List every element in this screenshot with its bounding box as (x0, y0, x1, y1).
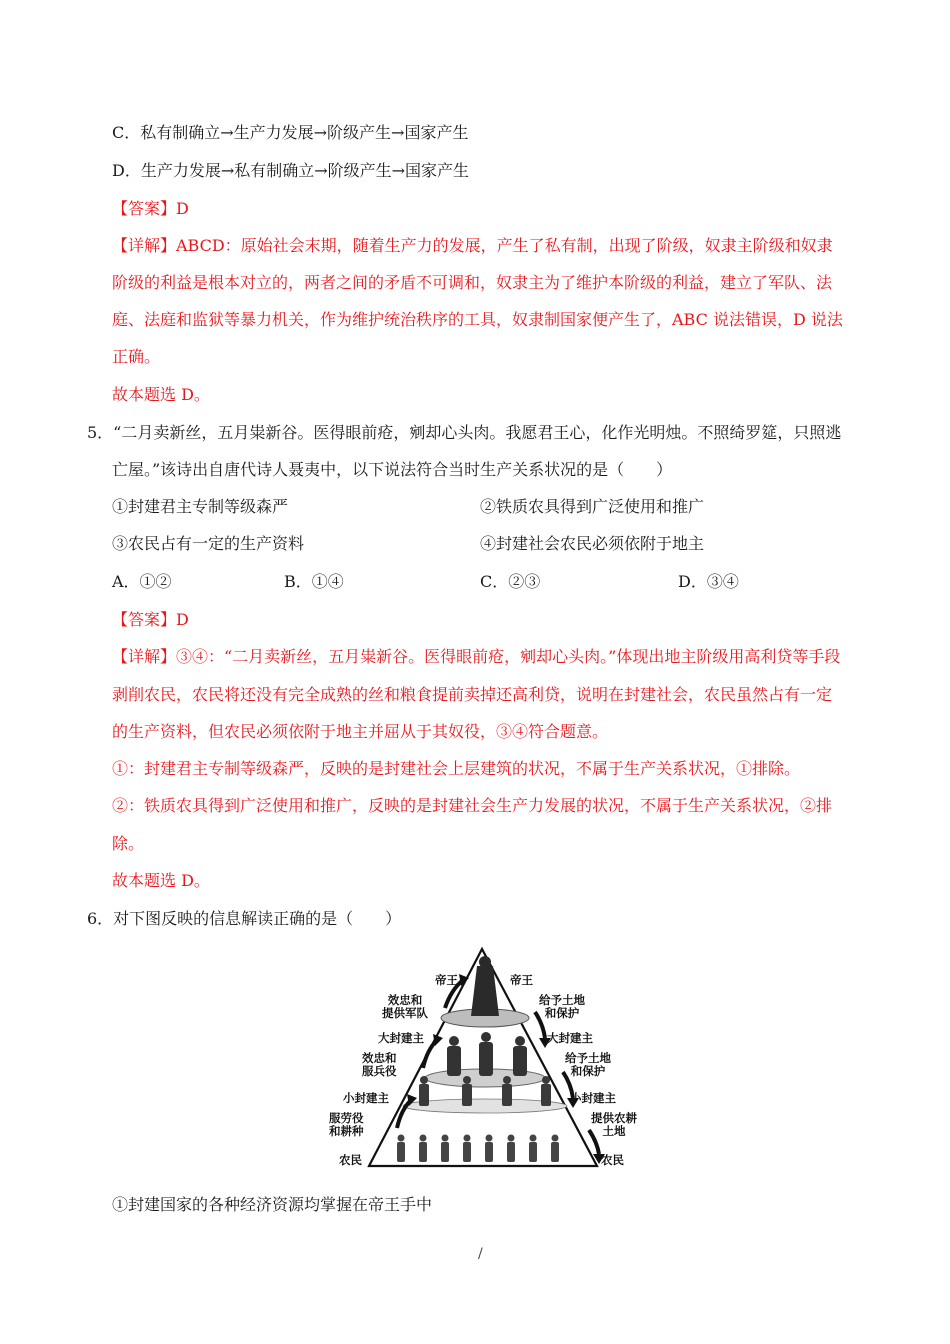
q5-detail-line: 剥削农民，农民将还没有完全成熟的丝和粮食提前卖掉还高利贷，说明在封建社会，农民虽然占有一定 (112, 685, 833, 704)
q6-stem: 6．对下图反映的信息解读正确的是（ ） (87, 909, 402, 928)
q4-answer: 【答案】D (112, 199, 189, 218)
q4-option-d: D．生产力发展→私有制确立→阶级产生→国家产生 (112, 161, 470, 180)
q5-choice-a: A．①② (112, 572, 172, 591)
q5-detail-line: 的生产资料，但农民必须依附于地主并屈从于其奴役，③④符合题意。 (112, 722, 609, 741)
label-lesser-lord-left: 小封建主 (343, 1091, 389, 1105)
label-peasant-right: 农民 (601, 1153, 624, 1167)
q5-stem-line: 5．“二月卖新丝，五月粜新谷。医得眼前疮，剜却心头肉。我愿君王心，化作光明烛。不照绮罗筵，只照逃 (87, 423, 842, 442)
q5-statement: ③农民占有一定的生产资料 (112, 534, 305, 553)
label-peasant-left: 农民 (339, 1153, 362, 1167)
q5-detail-line: ②：铁质农具得到广泛使用和推广，反映的是封建社会生产力发展的状况，不属于生产关系状况，②排 (112, 796, 833, 815)
q5-statement: ①封建君主专制等级森严 (112, 497, 289, 516)
label-loyalty-troops: 效忠和 提供军队 (382, 993, 428, 1020)
great-lord-figures (447, 1032, 527, 1076)
q4-option-c: C．私有制确立→生产力发展→阶级产生→国家产生 (112, 123, 469, 142)
q5-stem-line: 亡屋。”该诗出自唐代诗人聂夷中，以下说法符合当时生产关系状况的是（ ） (112, 460, 673, 479)
q4-detail-line: 庭、法庭和监狱等暴力机关，作为维护统治秩序的工具，奴隶制国家便产生了，ABC 说法错误，D 说法 (112, 310, 843, 329)
label-great-lord-left: 大封建主 (378, 1031, 424, 1045)
q5-choice-c: C．②③ (480, 572, 541, 591)
q5-statement: ②铁质农具得到广泛使用和推广 (480, 497, 705, 516)
label-emperor-right: 帝王 (510, 973, 533, 987)
label-labor-farming: 服劳役 和耕种 (329, 1111, 364, 1138)
q4-detail-line: 阶级的利益是根本对立的，两者之间的矛盾不可调和，奴隶主为了维护本阶级的利益，建立了军队、法 (112, 273, 833, 292)
q4-detail-line: 正确。 (112, 347, 161, 366)
q5-answer: 【答案】D (112, 610, 189, 629)
q4-conclusion: 故本题选 D。 (112, 385, 210, 404)
page-footer: / (478, 1246, 483, 1262)
q5-conclusion: 故本题选 D。 (112, 871, 210, 890)
label-lesser-lord-right: 小封建主 (570, 1091, 616, 1105)
q5-choice-b: B．①④ (284, 572, 344, 591)
emperor-head (479, 956, 491, 968)
label-provide-farmland: 提供农耕 土地 (591, 1111, 637, 1138)
q5-detail-line: ①：封建君主专制等级森严，反映的是封建社会上层建筑的状况，不属于生产关系状况，①排除。 (112, 759, 801, 778)
label-grant-land-2: 给予土地 和保护 (565, 1051, 611, 1078)
peasant-figures (397, 1135, 559, 1163)
label-loyalty-service: 效忠和 服兵役 (362, 1051, 397, 1078)
label-great-lord-right: 大封建主 (547, 1031, 593, 1045)
label-grant-land-1: 给予土地 和保护 (539, 993, 585, 1020)
label-emperor-left: 帝王 (435, 973, 458, 987)
q5-detail-line: 【详解】③④：“二月卖新丝，五月粜新谷。医得眼前疮，剜却心头肉。”体现出地主阶级用高利贷等手段 (112, 647, 841, 666)
q6-statement-1: ①封建国家的各种经济资源均掌握在帝王手中 (112, 1195, 433, 1214)
q5-choice-d: D．③④ (678, 572, 739, 591)
feudal-pyramid-diagram (327, 946, 637, 1176)
q5-statement: ④封建社会农民必须依附于地主 (480, 534, 705, 553)
q4-detail-line: 【详解】ABCD：原始社会末期，随着生产力的发展，产生了私有制，出现了阶级，奴隶主阶级和奴隶 (112, 236, 833, 255)
q5-detail-line: 除。 (112, 834, 145, 853)
